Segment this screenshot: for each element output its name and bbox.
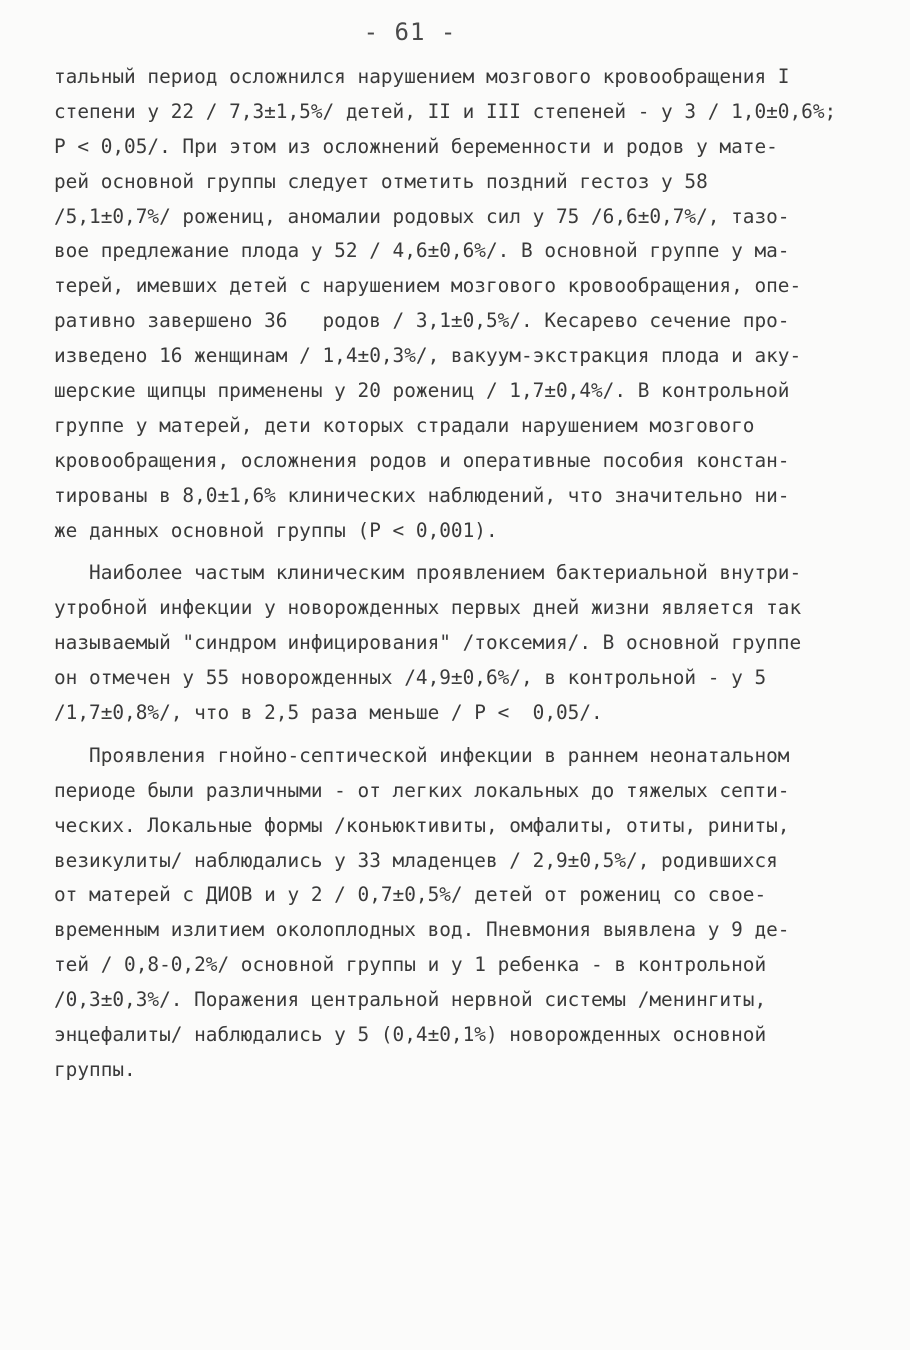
text-line: ративно завершено 36 родов / 3,1±0,5%/. Кесарево сечение про-	[54, 309, 790, 333]
text-line: P < 0,05/. При этом из осложнений беременности и родов у мате-	[54, 134, 778, 158]
text-line: временным излитием околоплодных вод. Пневмония выявлена у 9 де-	[54, 918, 790, 942]
text-line: рей основной группы следует отметить поздний гестоз у 58	[54, 169, 708, 193]
text-line: периоде были различными - от легких локальных до тяжелых септи-	[54, 778, 790, 802]
paragraph	[54, 739, 854, 1088]
page-number: - 61 -	[363, 18, 457, 46]
paragraph-gap	[54, 548, 854, 556]
text-line: шерские щипцы применены у 20 рожениц / 1,7±0,4%/. В контрольной	[54, 379, 790, 403]
text-line: /0,3±0,3%/. Поражения центральной нервной системы /менингиты,	[54, 988, 767, 1012]
text-line: группы.	[54, 1057, 136, 1081]
text-line: тей / 0,8-0,2%/ основной группы и у 1 ребенка - в контрольной	[54, 953, 767, 977]
paragraph-gap	[54, 731, 854, 739]
paragraph	[54, 60, 854, 548]
text-line: везикулиты/ наблюдались у 33 младенцев / 2,9±0,5%/, родившихся	[54, 848, 778, 872]
text-line: степени у 22 / 7,3±1,5%/ детей, II и III степеней - у 3 / 1,0±0,6%;	[54, 99, 837, 123]
text-line: /5,1±0,7%/ рожениц, аномалии родовых сил у 75 /6,6±0,7%/, тазо-	[54, 204, 790, 228]
text-line: ческих. Локальные формы /коньюктивиты, омфалиты, отиты, риниты,	[54, 813, 790, 837]
text-line: называемый "синдром инфицирования" /токсемия/. В основной группе	[54, 631, 802, 655]
text-line: он отмечен у 55 новорожденных /4,9±0,6%/, в контрольной - у 5	[54, 666, 767, 690]
text-line: терей, имевших детей с нарушением мозгового кровообращения, опе-	[54, 274, 802, 298]
text-line: вое предлежание плода у 52 / 4,6±0,6%/. В основной группе у ма-	[54, 239, 790, 263]
text-line: Наиболее частым клиническим проявлением бактериальной внутри-	[54, 561, 802, 585]
text-line: /1,7±0,8%/, что в 2,5 раза меньше / P < 0,05/.	[54, 701, 603, 725]
text-line: изведено 16 женщинам / 1,4±0,3%/, вакуум-экстракция плода и аку-	[54, 344, 802, 368]
text-line: группе у матерей, дети которых страдали нарушением мозгового	[54, 413, 755, 437]
text-line: тальный период осложнился нарушением мозгового кровообращения I	[54, 65, 790, 88]
text-line: же данных основной группы (P < 0,001).	[54, 518, 498, 542]
body-text	[54, 60, 854, 1088]
text-line: кровообращения, осложнения родов и оперативные пособия констан-	[54, 448, 790, 472]
text-line: от матерей с ДИОВ и у 2 / 0,7±0,5%/ детей от рожениц со свое-	[54, 883, 767, 907]
text-line: тированы в 8,0±1,6% клинических наблюдений, что значительно ни-	[54, 483, 790, 507]
text-line: утробной инфекции у новорожденных первых дней жизни является так	[54, 596, 802, 620]
text-line: Проявления гнойно-септической инфекции в раннем неонатальном	[54, 743, 790, 767]
paragraph	[54, 556, 854, 730]
text-line: энцефалиты/ наблюдались у 5 (0,4±0,1%) новорожденных основной	[54, 1023, 767, 1047]
